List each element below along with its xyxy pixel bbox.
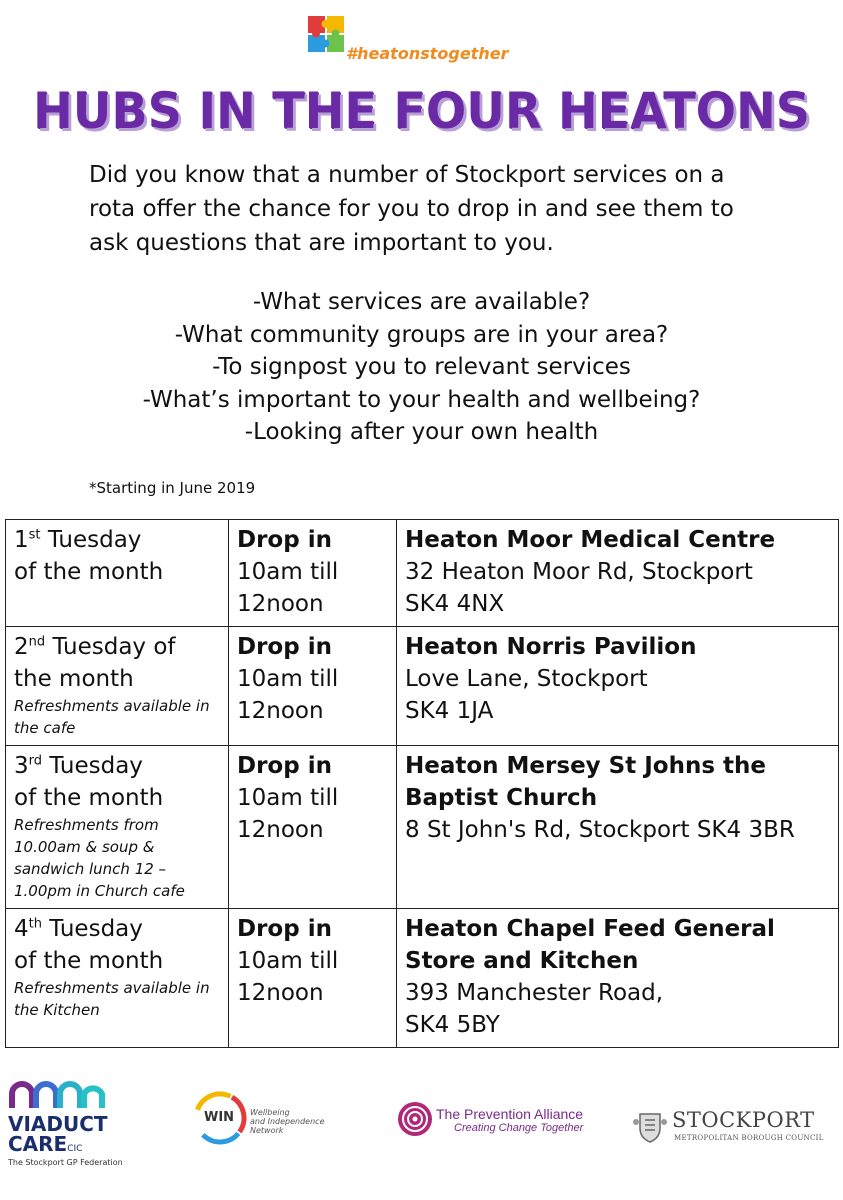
coat-of-arms-icon — [632, 1108, 668, 1144]
venue-cell: Heaton Moor Medical Centre 32 Heaton Moor Rd, Stockport SK4 4NX — [397, 520, 839, 627]
win-line3: Network — [250, 1126, 284, 1135]
page-title: HUBS IN THE FOUR HEATONS — [33, 82, 810, 140]
time-cell: Drop in 10am till 12noon — [229, 746, 397, 909]
question-item: -To signpost you to relevant services — [212, 354, 631, 380]
viaduct-line1: VIADUCT — [8, 1112, 108, 1136]
heatonstogether-logo — [306, 14, 526, 64]
table-row — [6, 909, 839, 1048]
venue-cell: Heaton Mersey St Johns the Baptist Church 8 St John's Rd, Stockport SK4 3BR — [397, 746, 839, 909]
viaduct-line2: CARE — [8, 1132, 68, 1156]
prevention-title: The Prevention Alliance — [436, 1106, 584, 1122]
win-badge: WIN — [204, 1110, 235, 1125]
win-line2: and Independence — [250, 1117, 325, 1126]
win-logo — [192, 1088, 332, 1158]
question-item: -What community groups are in your area? — [174, 321, 669, 348]
venue-cell: Heaton Chapel Feed General Store and Kitchen 393 Manchester Road, SK4 5BY — [397, 909, 839, 1048]
viaduct-line2-wrap — [8, 1134, 82, 1159]
start-date-note: *Starting in June 2019 — [89, 479, 256, 497]
prevention-alliance-logo — [396, 1100, 596, 1145]
viaduct-care-logo — [8, 1080, 123, 1175]
hashtag-text: #heatonstogether — [346, 44, 509, 63]
viaduct-cic: CIC — [67, 1144, 83, 1154]
time-cell: Drop in 10am till 12noon — [229, 627, 397, 746]
win-line1: Wellbeing — [250, 1108, 290, 1117]
question-item: -What’s important to your health and wellbeing? — [142, 386, 701, 413]
stockport-council-logo — [632, 1108, 832, 1148]
stockport-title: STOCKPORT — [672, 1108, 815, 1132]
hub-schedule-table — [5, 519, 839, 1048]
intro-paragraph: Did you know that a number of Stockport services on a rota offer the chance for you to drop in and see them to ask questions that are important to you. — [89, 162, 734, 256]
stockport-tagline: METROPOLITAN BOROUGH COUNCIL — [674, 1134, 824, 1142]
table-row — [6, 520, 839, 627]
prevention-tagline: Creating Change Together — [454, 1122, 584, 1134]
partner-logos — [0, 1080, 843, 1190]
question-item: -What services are available? — [252, 289, 591, 315]
viaduct-tagline: The Stockport GP Federation — [8, 1158, 123, 1167]
question-list — [0, 286, 843, 449]
table-row — [6, 627, 839, 746]
venue-cell: Heaton Norris Pavilion Love Lane, Stockport SK4 1JA — [397, 627, 839, 746]
time-cell: Drop in 10am till 12noon — [229, 520, 397, 627]
when-cell: 2nd Tuesday of the month Refreshments available in the cafe — [6, 627, 229, 746]
table-row — [6, 746, 839, 909]
prevention-spiral-icon — [396, 1100, 434, 1138]
time-cell: Drop in 10am till 12noon — [229, 909, 397, 1048]
puzzle-pieces-icon — [306, 14, 348, 56]
when-cell: 1st Tuesday of the month — [6, 520, 229, 627]
question-item: -Looking after your own health — [244, 419, 599, 445]
when-cell: 4th Tuesday of the month Refreshments available in the Kitchen — [6, 909, 229, 1048]
viaduct-arches-icon — [8, 1080, 108, 1110]
when-cell: 3rd Tuesday of the month Refreshments from 10.00am & soup & sandwich lunch 12 – 1.00pm in Church cafe — [6, 746, 229, 909]
